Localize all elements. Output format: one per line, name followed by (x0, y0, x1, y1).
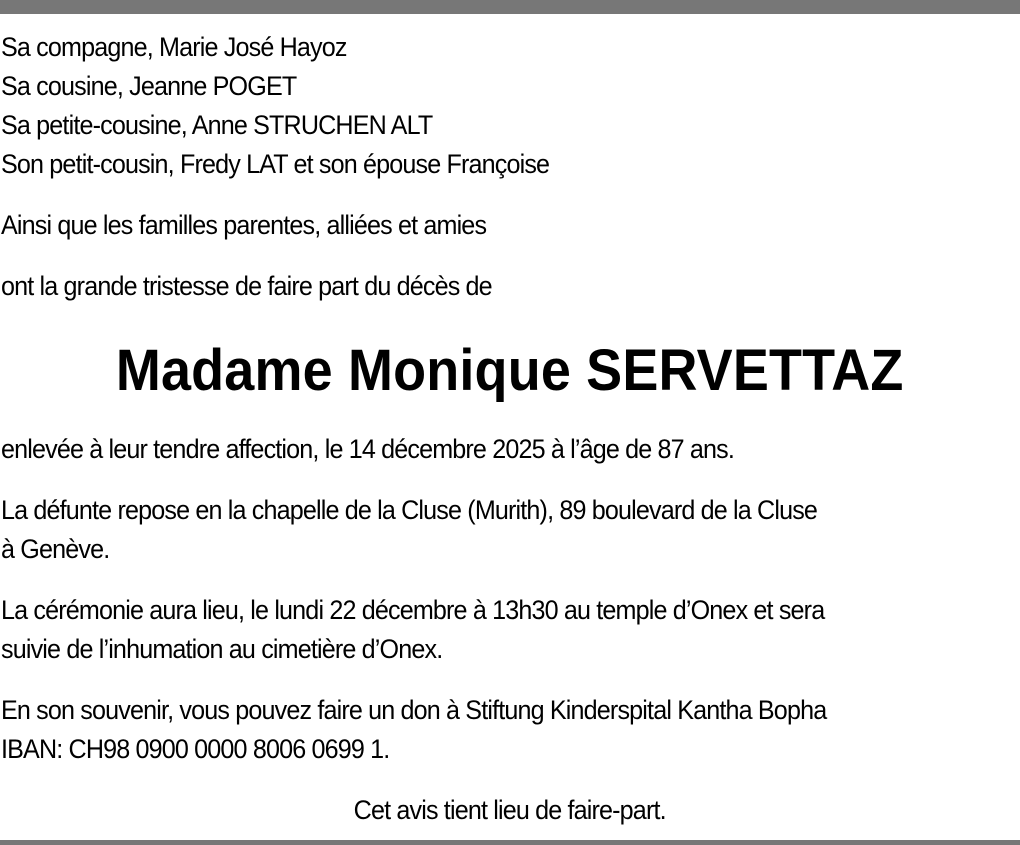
family-line-companion: Sa compagne, Marie José Hayoz (1, 32, 347, 62)
ceremony-line-2: suivie de l’inhumation au cimetière d’Onex. (1, 634, 443, 664)
rest-line-2: à Genève. (1, 534, 110, 564)
ceremony-line-1: La cérémonie aura lieu, le lundi 22 décembre à 13h30 au temple d’Onex et sera (1, 595, 825, 625)
top-rule (0, 0, 1020, 14)
announcement-line: ont la grande tristesse de faire part du décès de (1, 271, 492, 301)
rest-line-1: La défunte repose en la chapelle de la Cluse (Murith), 89 boulevard de la Cluse (1, 495, 818, 525)
death-line: enlevée à leur tendre affection, le 14 décembre 2025 à l’âge de 87 ans. (1, 434, 735, 464)
bottom-rule (0, 840, 1020, 845)
relatives-line: Ainsi que les familles parentes, alliées et amies (1, 210, 487, 240)
death-notice (1, 28, 1018, 830)
donation-line-iban: IBAN: CH98 0900 0000 8006 0699 1. (1, 734, 390, 764)
family-line-cousin: Sa cousine, Jeanne POGET (1, 71, 297, 101)
donation-line-1: En son souvenir, vous pouvez faire un don à Stiftung Kinderspital Kantha Bopha (1, 695, 827, 725)
closing-line: Cet avis tient lieu de faire-part. (353, 795, 666, 825)
family-line-second-cousin-female: Sa petite-cousine, Anne STRUCHEN ALT (1, 110, 433, 140)
deceased-name: Madame Monique SERVETTAZ (115, 338, 904, 403)
family-line-second-cousin-male: Son petit-cousin, Fredy LAT et son épouse Françoise (1, 149, 550, 179)
